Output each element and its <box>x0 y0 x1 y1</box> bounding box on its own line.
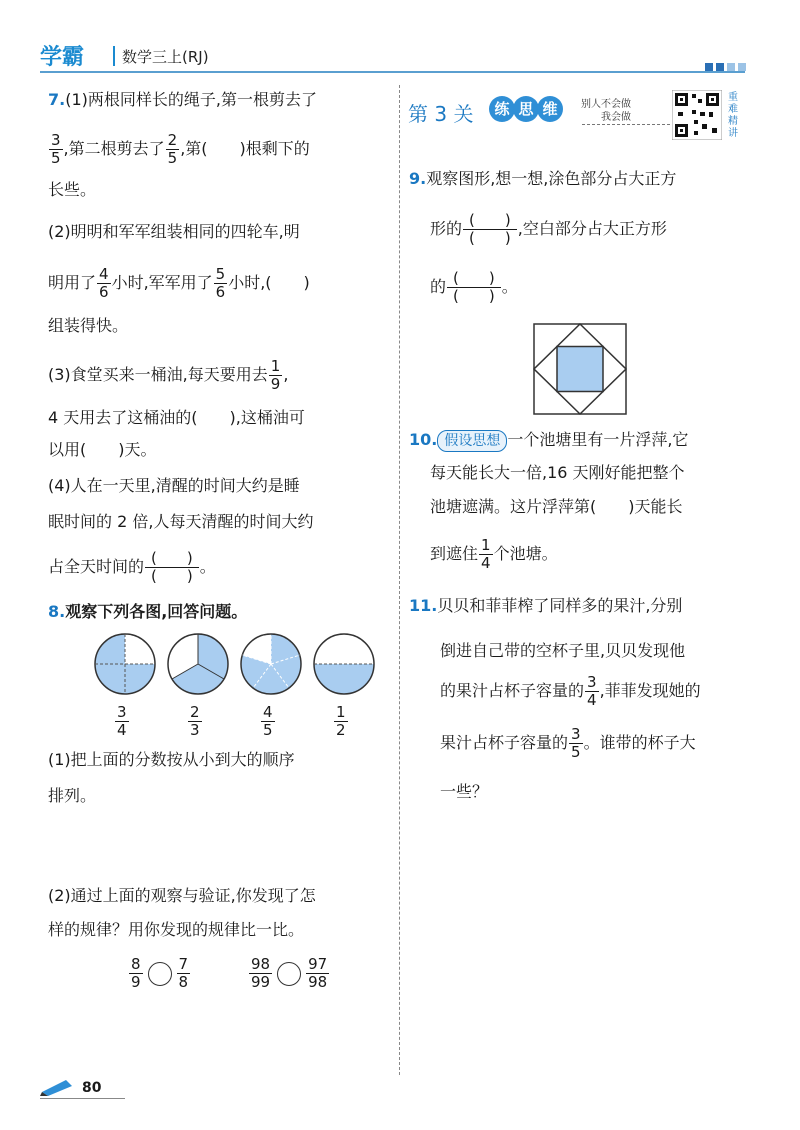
q11-line5: 一些？ <box>440 782 489 801</box>
fraction: $\frac{4}{5}$ <box>263 703 273 739</box>
q8-fraction-label <box>260 704 276 739</box>
fraction: $\frac{5}{6}$ <box>215 265 226 301</box>
q11-number: 11. <box>409 596 438 615</box>
q9-text: 观察图形,想一想,涂色部分占大正方 <box>426 169 677 188</box>
q7-p3-text: (3)食堂买来一桶油,每天要用去 <box>48 365 268 384</box>
q7-part4-line3 <box>48 550 216 585</box>
q8-circles-figure <box>88 630 388 700</box>
q10-line2: 每天能长大一倍,16 天刚好能把整个 <box>430 463 685 482</box>
q9-number: 9. <box>409 169 427 188</box>
circle-one-half <box>314 634 374 694</box>
q8-fraction-label <box>333 704 349 739</box>
answer-blank-fraction[interactable]: $\frac{( )}{( )}$ <box>463 212 517 247</box>
q11-line3 <box>440 674 701 709</box>
q10-line4 <box>430 537 558 572</box>
q8-number: 8. <box>48 602 66 621</box>
q10-line1 <box>409 426 688 454</box>
compare-circle-blank[interactable] <box>277 962 301 986</box>
answer-blank-fraction[interactable]: $\frac{( )}{( )}$ <box>145 550 199 585</box>
compare-pair-2 <box>248 956 330 991</box>
fraction: $\frac{8}{9}$ <box>131 955 141 991</box>
q11-line1 <box>409 592 682 620</box>
q7-p2-blank: 小时,( ) <box>228 273 310 292</box>
header-separator <box>113 46 115 66</box>
compare-pair-1 <box>128 956 191 991</box>
q8-title <box>48 598 247 626</box>
q11-line2: 倒进自己带的空杯子里,贝贝发现他 <box>440 641 686 660</box>
fraction: $\frac{1}{9}$ <box>270 357 281 393</box>
q7-p2-text: 小时,军军用了 <box>111 273 213 292</box>
fraction: $\frac{2}{3}$ <box>190 703 200 739</box>
answer-blank-fraction[interactable]: $\frac{( )}{( )}$ <box>447 270 501 305</box>
q7-part2-line1: (2)明明和军军组装相同的四轮车,明 <box>48 222 300 241</box>
fraction: $\frac{1}{4}$ <box>481 536 491 572</box>
q7-part3-line3: 以用( )天。 <box>48 440 157 459</box>
compare-circle-blank[interactable] <box>148 962 172 986</box>
q11-text: 。谁带的杯子大 <box>583 733 696 752</box>
fraction: $\frac{98}{99}$ <box>251 955 271 991</box>
q7-part3-line1 <box>48 358 288 393</box>
q9-text: 。 <box>501 277 518 296</box>
q7-p1-blank: ,第( )根剩下的 <box>180 139 310 158</box>
q11-text: ,菲菲发现她的 <box>599 681 701 700</box>
q8-part1-line2: 排列。 <box>48 786 97 805</box>
q10-text: 到遮住 <box>430 544 479 563</box>
q7-number: 7. <box>48 90 66 109</box>
q7-part1-line3: 长些。 <box>48 180 97 199</box>
q7-part4-line1: (4)人在一天里,清醒的时间大约是睡 <box>48 476 300 495</box>
q7-p4-text: 占全天时间的 <box>48 557 145 576</box>
q7-part4-line2: 眠时间的 2 倍,人每天清醒的时间大约 <box>48 512 314 531</box>
stage-label: 第 3 关 <box>408 102 474 126</box>
q8-fraction-label <box>114 704 130 739</box>
q9-square-figure <box>533 323 627 415</box>
q7-part1-line2 <box>48 132 310 167</box>
footer-rule <box>40 1098 125 1099</box>
q11-text: 果汁占杯子容量的 <box>440 733 569 752</box>
q7-part2-line2 <box>48 266 310 301</box>
q7-part1-line1 <box>48 86 317 114</box>
q10-text: 个池塘。 <box>493 544 558 563</box>
header-rule <box>40 71 745 73</box>
q7-p1-text: (1)两根同样长的绳子,第一根剪去了 <box>65 90 317 109</box>
pencil-icon <box>40 1078 76 1096</box>
fraction: $\frac{2}{5}$ <box>167 131 178 167</box>
practice-badge <box>489 96 561 122</box>
practice-char: 思 <box>513 96 539 122</box>
q11-line4 <box>440 726 696 761</box>
fraction: $\frac{3}{5}$ <box>571 725 581 761</box>
practice-note-line: 我会做 <box>601 112 631 123</box>
q9-line2 <box>430 212 667 247</box>
subject-label: 数学三上(RJ) <box>122 48 209 66</box>
q9-line3 <box>430 270 518 305</box>
fraction: $\frac{1}{2}$ <box>336 703 346 739</box>
practice-char: 练 <box>489 96 515 122</box>
column-divider <box>399 85 400 1075</box>
q11-text: 的果汁占杯子容量的 <box>440 681 585 700</box>
q9-text: ,空白部分占大正方形 <box>517 219 667 238</box>
q10-number: 10. <box>409 430 438 449</box>
shaded-inner-square <box>557 347 603 392</box>
fraction: $\frac{4}{6}$ <box>99 265 109 301</box>
practice-dash <box>582 124 670 125</box>
practice-note-line: 别人不会做 <box>581 99 631 110</box>
q7-p4-text: 。 <box>199 557 216 576</box>
circle-four-fifths <box>241 634 301 694</box>
q8-part2-line2: 样的规律？用你发现的规律比一比。 <box>48 920 305 939</box>
brand-logo: 学霸 <box>40 45 85 70</box>
page-number: 80 <box>82 1080 102 1096</box>
q10-text: 一个池塘里有一片浮萍,它 <box>507 430 689 449</box>
q9-text: 形的 <box>430 219 463 238</box>
q7-p1-text: ,第二根剪去了 <box>63 139 165 158</box>
q9-text: 的 <box>430 277 447 296</box>
practice-note <box>581 98 631 124</box>
thinking-tag: 假设思想 <box>437 430 507 452</box>
q8-fraction-label <box>187 704 203 739</box>
fraction: $\frac{3}{4}$ <box>587 673 597 709</box>
q7-part2-line3: 组装得快。 <box>48 316 129 335</box>
q10-line3: 池塘遮满。这片浮萍第( )天能长 <box>430 497 683 516</box>
qr-code-icon[interactable] <box>672 90 722 140</box>
q7-p3-text: , <box>283 365 289 384</box>
fraction: $\frac{97}{98}$ <box>308 955 328 991</box>
fraction: $\frac{3}{5}$ <box>51 131 61 167</box>
q8-part1-line1: (1)把上面的分数按从小到大的顺序 <box>48 750 295 769</box>
q11-text: 贝贝和菲菲榨了同样多的果汁,分别 <box>437 596 683 615</box>
q9-line1 <box>409 165 676 193</box>
circle-two-thirds <box>168 634 228 694</box>
circle-three-quarters <box>95 634 155 694</box>
qr-label: 重难精讲 <box>728 92 738 139</box>
q7-part3-line2: 4 天用去了这桶油的( ),这桶油可 <box>48 408 305 427</box>
fraction: $\frac{3}{4}$ <box>117 703 127 739</box>
q8-part2-line1: (2)通过上面的观察与验证,你发现了怎 <box>48 886 316 905</box>
q7-p2-text: 明用了 <box>48 273 97 292</box>
fraction: $\frac{7}{8}$ <box>178 955 189 991</box>
practice-char: 维 <box>537 96 563 122</box>
q8-title-text: 观察下列各图,回答问题。 <box>65 602 248 621</box>
